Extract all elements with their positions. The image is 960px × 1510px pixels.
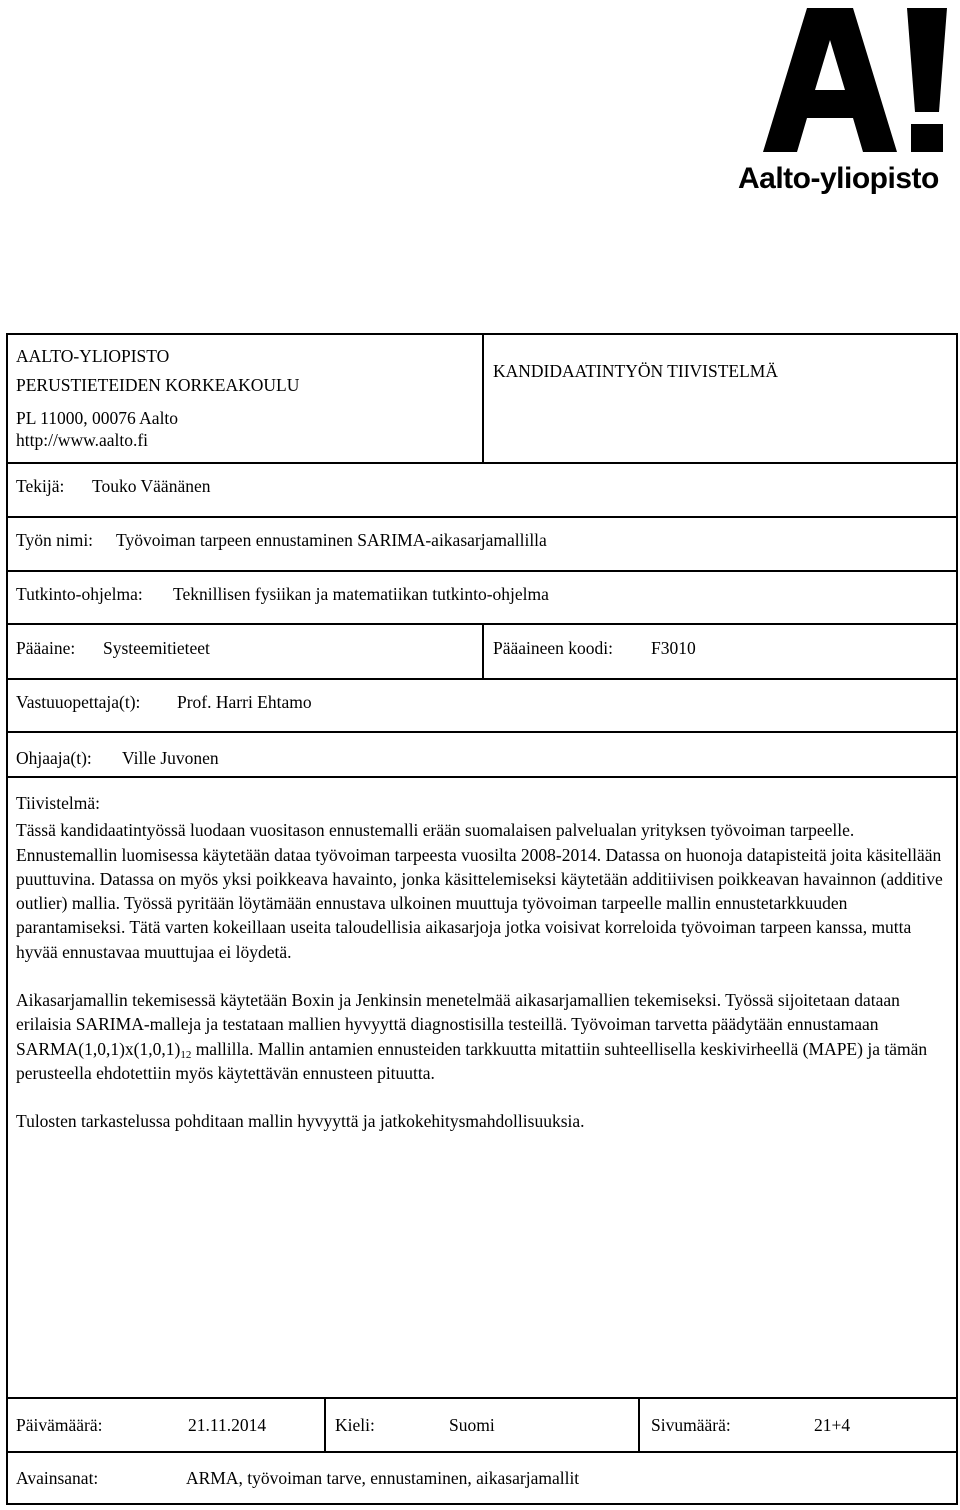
- supervisor-value: Prof. Harri Ehtamo: [177, 692, 312, 712]
- supervisor-label: Vastuuopettaja(t):: [16, 692, 141, 712]
- aalto-logo: [735, 0, 960, 200]
- abstract-form: [6, 333, 958, 1505]
- logo-wordmark: Aalto-yliopisto: [738, 162, 939, 195]
- keywords-label: Avainsanat:: [16, 1468, 99, 1488]
- university-url[interactable]: http://www.aalto.fi: [16, 430, 149, 450]
- major-label: Pääaine:: [16, 638, 76, 658]
- university-name: AALTO-YLIOPISTO: [16, 346, 170, 366]
- language-value: Suomi: [449, 1415, 495, 1435]
- abstract-section: [16, 791, 946, 1134]
- major-code-label: Pääaineen koodi:: [493, 638, 614, 658]
- a-exclamation-logo-icon: [735, 0, 960, 160]
- programme-label: Tutkinto-ohjelma:: [16, 584, 143, 604]
- abstract-paragraph-1: Tässä kandidaatintyössä luodaan vuositason ennustemalli erään suomalaisen palvelualan yrityksen työvoiman tarpeelle. Ennustemallin luomisessa käytetään dataa työvoiman tarpeesta vuosilta 2008-2014. Datassa on huonoja datapisteitä joita käsitellään puuttuvina. Datassa on myös yksi poikkeava havainto, jonka käsittelemiseksi käytetään additiivisen poikkeavan havainnon (additive outlier) mallia. Työssä pyritään löytämään ennustava ulkoinen muuttuja työvoiman tarpeelle mallin ennustetarkkuuden parantamiseksi. Tätä varten kokeillaan useita taloudellisia aikasarjoja jotka voisivat korreloida työvoiman tarpeen kanssa, mutta hyvää ennustavaa muuttujaa ei löydetä.: [16, 820, 943, 962]
- author-label: Tekijä:: [16, 476, 65, 496]
- programme-value: Teknillisen fysiikan ja matematiikan tutkinto-ohjelma: [173, 584, 549, 604]
- abstract-paragraph-2: Aikasarjamallin tekemisessä käytetään Boxin ja Jenkinsin menetelmää aikasarjamallien tekemiseksi. Työssä sijoitetaan dataan erilaisia SARIMA-malleja ja testataan mallien hyvyyttä diagnostisilla testeillä. Työvoiman tarvetta päädytään ennustamaan $SARMA(1,0,1)x(1,0,1)_{12}$ mallilla. Mallin antamien ennusteiden tarkkuutta mitattiin suhteellisella keskivirheellä (MAPE) ja tämän perusteella ehdotettiin myös käytettävän ennusteen pituutta.: [16, 990, 928, 1083]
- document-title: KANDIDAATINTYÖN TIIVISTELMÄ: [493, 361, 778, 381]
- date-label: Päivämäärä:: [16, 1415, 103, 1435]
- keywords-value: ARMA, työvoiman tarve, ennustaminen, aikasarjamallit: [186, 1468, 580, 1488]
- page-count-label: Sivumäärä:: [651, 1415, 731, 1435]
- major-code-value: F3010: [651, 638, 696, 658]
- advisor-value: Ville Juvonen: [122, 748, 219, 768]
- date-value: 21.11.2014: [188, 1415, 267, 1435]
- abstract-paragraph-3: Tulosten tarkastelussa pohditaan mallin hyvyyttä ja jatkokehitysmahdollisuuksia.: [16, 1111, 585, 1132]
- abstract-label: Tiivistelmä:: [16, 793, 100, 813]
- language-label: Kieli:: [335, 1415, 375, 1435]
- seasonal-period-subscript: 12: [180, 1048, 192, 1061]
- work-name-value: Työvoiman tarpeen ennustaminen SARIMA-aikasarjamallilla: [116, 530, 547, 550]
- postal-address: PL 11000, 00076 Aalto: [16, 408, 179, 428]
- school-name: PERUSTIETEIDEN KORKEAKOULU: [16, 375, 300, 395]
- author-value: Touko Väänänen: [92, 476, 211, 496]
- work-name-label: Työn nimi:: [16, 530, 94, 550]
- page-count-value: 21+4: [814, 1415, 851, 1435]
- major-value: Systeemitieteet: [103, 638, 210, 658]
- advisor-label: Ohjaaja(t):: [16, 748, 92, 768]
